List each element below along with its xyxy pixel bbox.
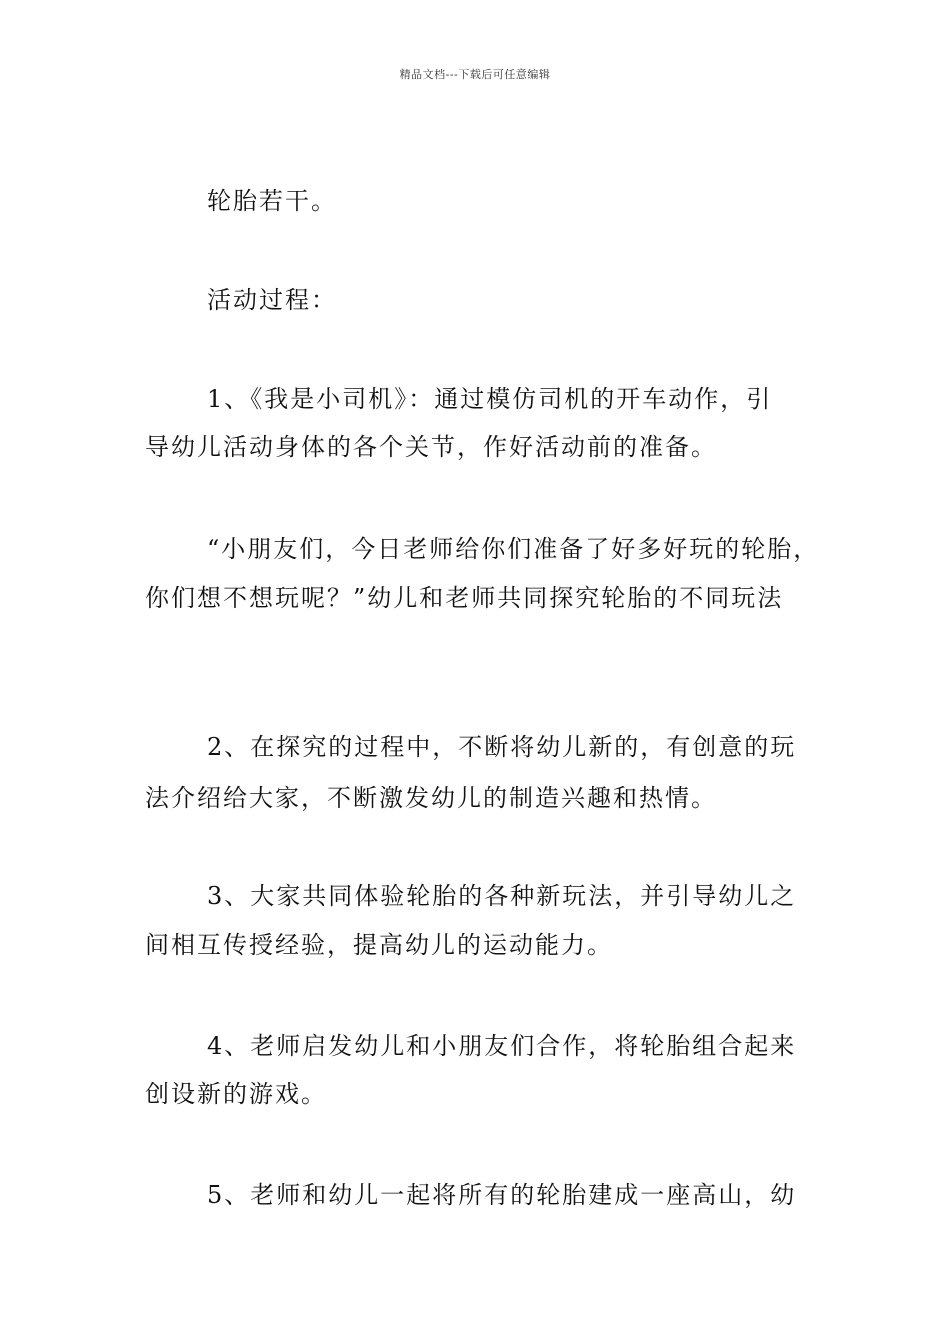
paragraph-step5-line-1: 5、老师和幼儿一起将所有的轮胎建成一座高山，幼 <box>207 1181 797 1209</box>
paragraph-quote-line-1: “小朋友们，今日老师给你们准备了好多好玩的轮胎， <box>207 535 820 563</box>
paragraph-process-heading: 活动过程： <box>207 286 337 314</box>
page-header: 精品文档---下载后可任意编辑 <box>399 68 551 81</box>
paragraph-materials-line-1: 轮胎若干。 <box>207 187 337 215</box>
paragraph-quote-line-2: 你们想不想玩呢？”幼儿和老师共同探究轮胎的不同玩法 <box>145 584 784 612</box>
paragraph-step3-line-2: 间相互传授经验，提高幼儿的运动能力。 <box>145 931 613 959</box>
paragraph-step4-line-2: 创设新的游戏。 <box>145 1080 327 1108</box>
paragraph-step2-line-2: 法介绍给大家，不断激发幼儿的制造兴趣和热情。 <box>145 784 717 812</box>
paragraph-step4-line-1: 4、老师启发幼儿和小朋友们合作，将轮胎组合起来 <box>207 1032 797 1060</box>
paragraph-step1-line-2: 导幼儿活动身体的各个关节，作好活动前的准备。 <box>145 433 717 461</box>
paragraph-step1-line-1: 1、《我是小司机》：通过模仿司机的开车动作，引 <box>207 385 773 413</box>
paragraph-step2-line-1: 2、在探究的过程中，不断将幼儿新的，有创意的玩 <box>207 733 797 761</box>
paragraph-step3-line-1: 3、大家共同体验轮胎的各种新玩法，并引导幼儿之 <box>207 882 797 910</box>
